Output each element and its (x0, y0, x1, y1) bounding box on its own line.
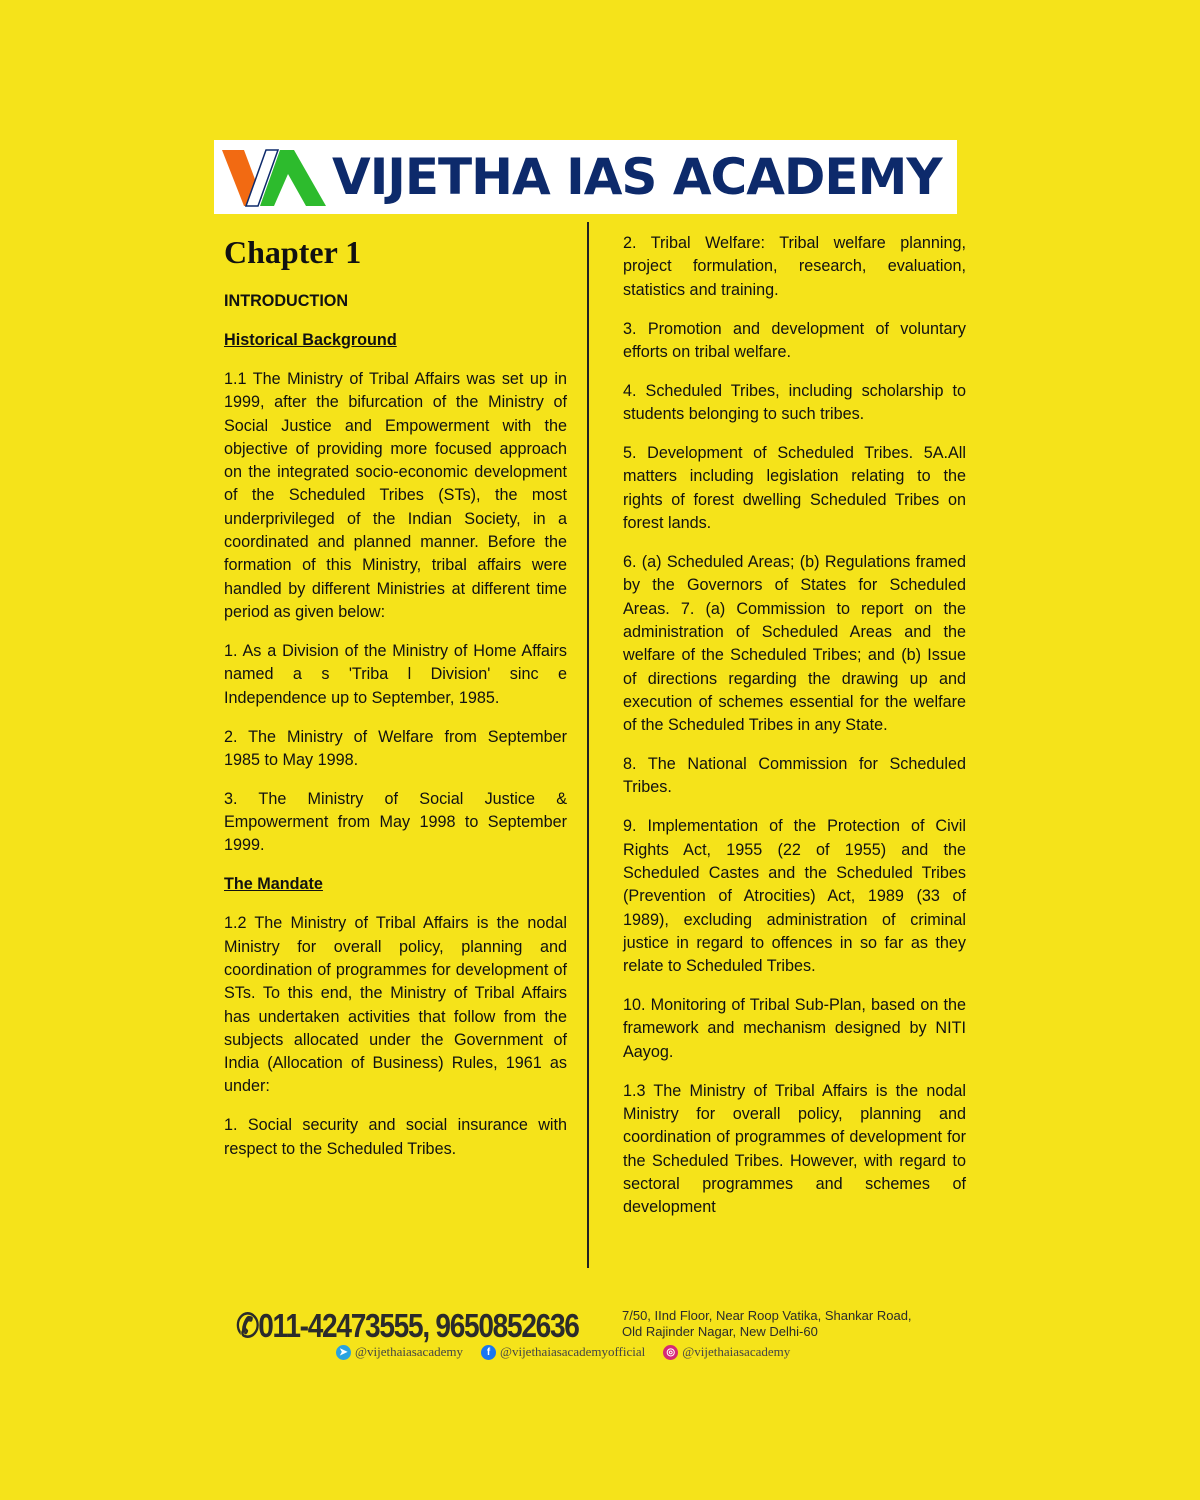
paragraph: 10. Monitoring of Tribal Sub-Plan, based on the framework and mechanism designed by NITI Aayog. (623, 996, 966, 1061)
instagram-link[interactable] (663, 1344, 790, 1360)
paragraph: 4. Scheduled Tribes, including scholarship to students belonging to such tribes. (623, 381, 966, 424)
right-column (623, 232, 966, 1235)
telegram-link[interactable] (336, 1344, 463, 1360)
left-column (224, 232, 567, 1177)
instagram-icon: ◎ (663, 1345, 678, 1360)
paragraph: 1.2 The Ministry of Tribal Affairs is the nodal Ministry for overall policy, planning and coordination of programmes for development of STs. To this end, the Ministry of Tribal Affairs has undertaken activities that follow from the subjects allocated under the Government of India (Allocation of Business) Rules, 1961 as under: (224, 914, 567, 1096)
paragraph: 3. Promotion and development of voluntary efforts on tribal welfare. (623, 319, 966, 361)
paragraph: 1.3 The Ministry of Tribal Affairs is the nodal Ministry for overall policy, planning and coordination of programmes of development for the Scheduled Tribes. However, with regard to sectoral programmes and schemes of development (623, 1081, 966, 1217)
logo-mark-icon (222, 146, 330, 208)
introduction-heading: INTRODUCTION (224, 292, 349, 310)
address (622, 1308, 912, 1340)
paragraph: 2. Tribal Welfare: Tribal welfare planning, project formulation, research, evaluation, statistics and training. (623, 234, 966, 299)
address-line-1: 7/50, IInd Floor, Near Roop Vatika, Shankar Road, (622, 1308, 912, 1323)
paragraph: 1. As a Division of the Ministry of Home Affairs named a s 'Triba l Division' sinc e Independence up to September, 1985. (224, 641, 567, 707)
chapter-title: Chapter 1 (224, 234, 362, 270)
facebook-link[interactable] (481, 1344, 645, 1360)
paragraph: 5. Development of Scheduled Tribes. 5A.All matters including legislation relating to the rights of forest dwelling Scheduled Tribes on forest lands. (623, 444, 966, 533)
phone-numbers: 011-42473555, 9650852636 (258, 1307, 579, 1344)
paragraph: 9. Implementation of the Protection of Civil Rights Act, 1955 (22 of 1955) and the Scheduled Castes and the Scheduled Tribes (Prevention of Atrocities) Act, 1989 (33 of 1989), excluding administration of criminal justice in regard to offences in so far as they relate to Scheduled Tribes. (623, 817, 966, 976)
paragraph: 2. The Ministry of Welfare from September 1985 to May 1998. (224, 727, 567, 769)
facebook-icon: f (481, 1345, 496, 1360)
address-line-2: Old Rajinder Nagar, New Delhi-60 (622, 1324, 818, 1339)
academy-logo (214, 140, 957, 214)
column-divider (587, 222, 589, 1268)
social-links (336, 1344, 790, 1360)
telegram-handle: @vijethaiasacademy (355, 1344, 463, 1359)
paragraph: 3. The Ministry of Social Justice & Empowerment from May 1998 to September 1999. (224, 789, 567, 855)
historical-background-heading: Historical Background (224, 330, 397, 349)
facebook-handle: @vijethaiasacademyofficial (499, 1344, 646, 1359)
paragraph: 1.1 The Ministry of Tribal Affairs was set up in 1999, after the bifurcation of the Ministry of Social Justice and Empowerment with the objective of providing more focused approach on the integrated socio-economic development of the Scheduled Tribes (STs), the most underprivileged of the Indian Society, in a coordinated and planned manner. Before the formation of this Ministry, tribal affairs were handled by different Ministries at different time period as given below: (224, 369, 567, 621)
telegram-icon: ➤ (336, 1345, 351, 1360)
phone-block (236, 1306, 579, 1345)
instagram-handle: @vijethaiasacademy (682, 1344, 791, 1359)
paragraph: 8. The National Commission for Scheduled Tribes. (623, 755, 966, 797)
phone-icon: ✆ (236, 1307, 259, 1344)
paragraph: 1. Social security and social insurance with respect to the Scheduled Tribes. (224, 1116, 567, 1158)
paragraph: 6. (a) Scheduled Areas; (b) Regulations framed by the Governors of States for Scheduled Areas. 7. (a) Commission to report on the administration of Scheduled Areas and the welfare of the Scheduled Tribes; and (b) Issue of directions regarding the drawing up and execution of schemes essential for the welfare of the Scheduled Tribes in any State. (623, 553, 966, 735)
logo-text: VIJETHA IAS ACADEMY (332, 148, 942, 206)
mandate-heading: The Mandate (224, 875, 323, 894)
